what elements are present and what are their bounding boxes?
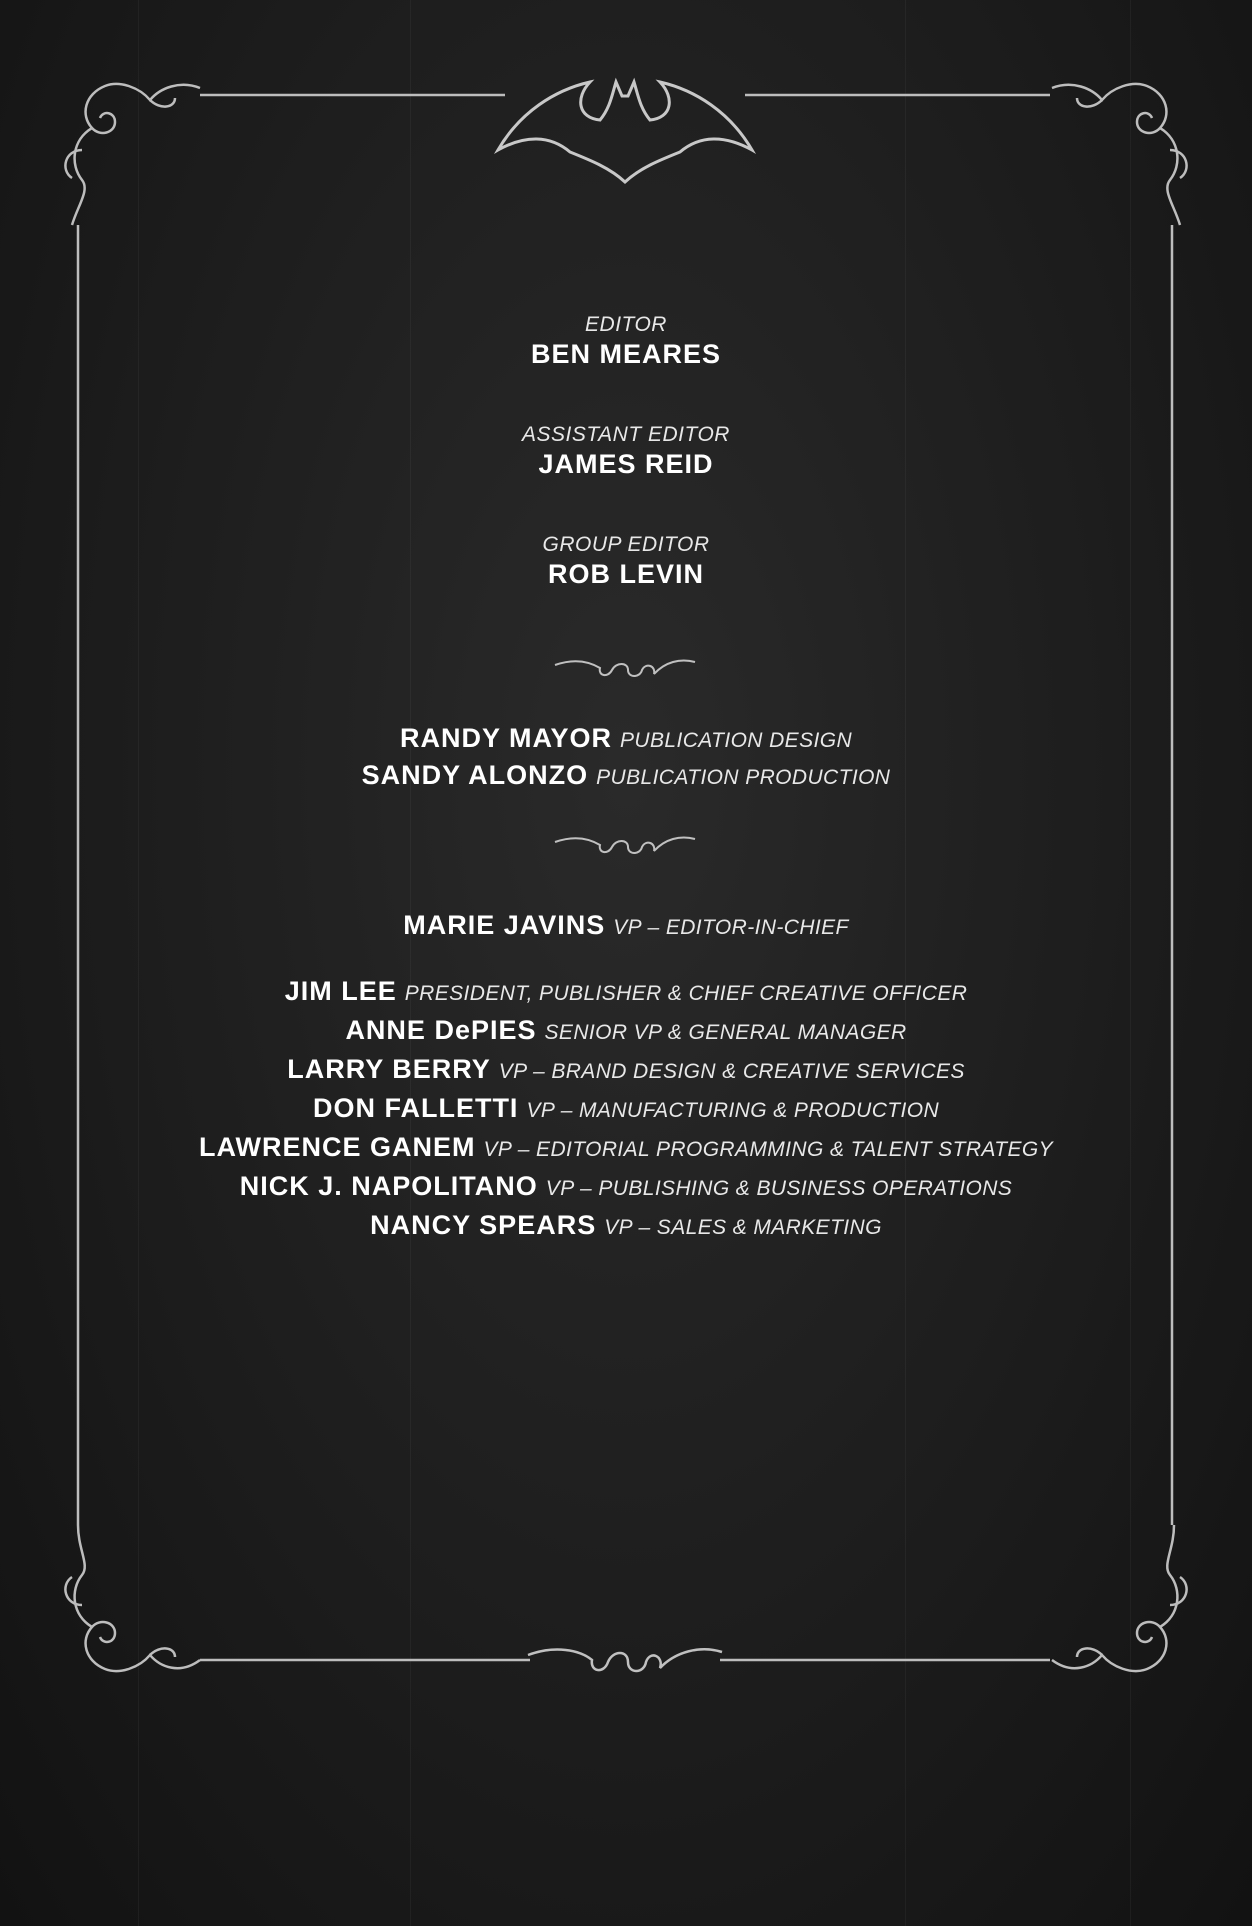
- credit-role: EDITOR: [585, 313, 667, 336]
- executive-credits: [0, 974, 1252, 1247]
- credit-assistant-editor: [0, 422, 1252, 480]
- credit-name: RANDY MAYOR: [399, 723, 612, 753]
- corner-flourish-icon: [65, 1525, 200, 1671]
- ornament-divider-icon: [555, 838, 695, 854]
- credit-editor: [0, 312, 1252, 370]
- design-credits: [0, 721, 1252, 797]
- credit-role: PUBLICATION PRODUCTION: [596, 766, 891, 789]
- credit-role: VP – MANUFACTURING & PRODUCTION: [526, 1099, 940, 1122]
- credit-line: [0, 721, 1252, 760]
- credit-name: SANDY ALONZO: [361, 760, 589, 790]
- credit-line: [0, 1208, 1252, 1247]
- bat-symbol-icon: [498, 82, 752, 182]
- credit-line: [0, 1091, 1252, 1130]
- credit-role: GROUP EDITOR: [542, 533, 710, 556]
- credit-name: ROB LEVIN: [547, 559, 704, 589]
- credit-name: NANCY SPEARS: [370, 1210, 597, 1240]
- credit-line: [0, 1013, 1252, 1052]
- credit-role: VP – EDITOR-IN-CHIEF: [613, 916, 849, 939]
- chief-credit: [0, 908, 1252, 947]
- credit-name: MARIE JAVINS: [403, 910, 606, 940]
- corner-flourish-icon: [65, 84, 200, 225]
- credit-role: VP – SALES & MARKETING: [604, 1216, 882, 1239]
- credit-name: NICK J. NAPOLITANO: [239, 1171, 538, 1201]
- credit-name: ANNE DePIES: [345, 1015, 537, 1045]
- corner-flourish-icon: [1052, 84, 1187, 225]
- credit-name: JAMES REID: [538, 449, 714, 479]
- credit-group-editor: [0, 532, 1252, 590]
- credit-role: SENIOR VP & GENERAL MANAGER: [544, 1021, 907, 1044]
- ornament-divider-icon: [555, 661, 695, 677]
- credit-name: LARRY BERRY: [287, 1054, 491, 1084]
- credit-line: [0, 1169, 1252, 1208]
- ornament-divider-icon: [528, 1649, 722, 1671]
- credit-line: [0, 908, 1252, 947]
- credit-line: [0, 758, 1252, 797]
- credit-role: VP – EDITORIAL PROGRAMMING & TALENT STRATEGY: [483, 1138, 1054, 1161]
- credit-line: [0, 1052, 1252, 1091]
- credit-name: LAWRENCE GANEM: [198, 1132, 476, 1162]
- credit-line: [0, 1130, 1252, 1169]
- credit-role: PUBLICATION DESIGN: [620, 729, 853, 752]
- credit-name: DON FALLETTI: [312, 1093, 519, 1123]
- corner-flourish-icon: [1052, 1525, 1187, 1671]
- credit-name: BEN MEARES: [530, 339, 722, 369]
- credit-line: [0, 974, 1252, 1013]
- credit-role: PRESIDENT, PUBLISHER & CHIEF CREATIVE OFFICER: [404, 982, 968, 1005]
- credit-role: VP – PUBLISHING & BUSINESS OPERATIONS: [545, 1177, 1013, 1200]
- credit-role: VP – BRAND DESIGN & CREATIVE SERVICES: [498, 1060, 965, 1083]
- credit-name: JIM LEE: [284, 976, 397, 1006]
- credit-role: ASSISTANT EDITOR: [522, 423, 730, 446]
